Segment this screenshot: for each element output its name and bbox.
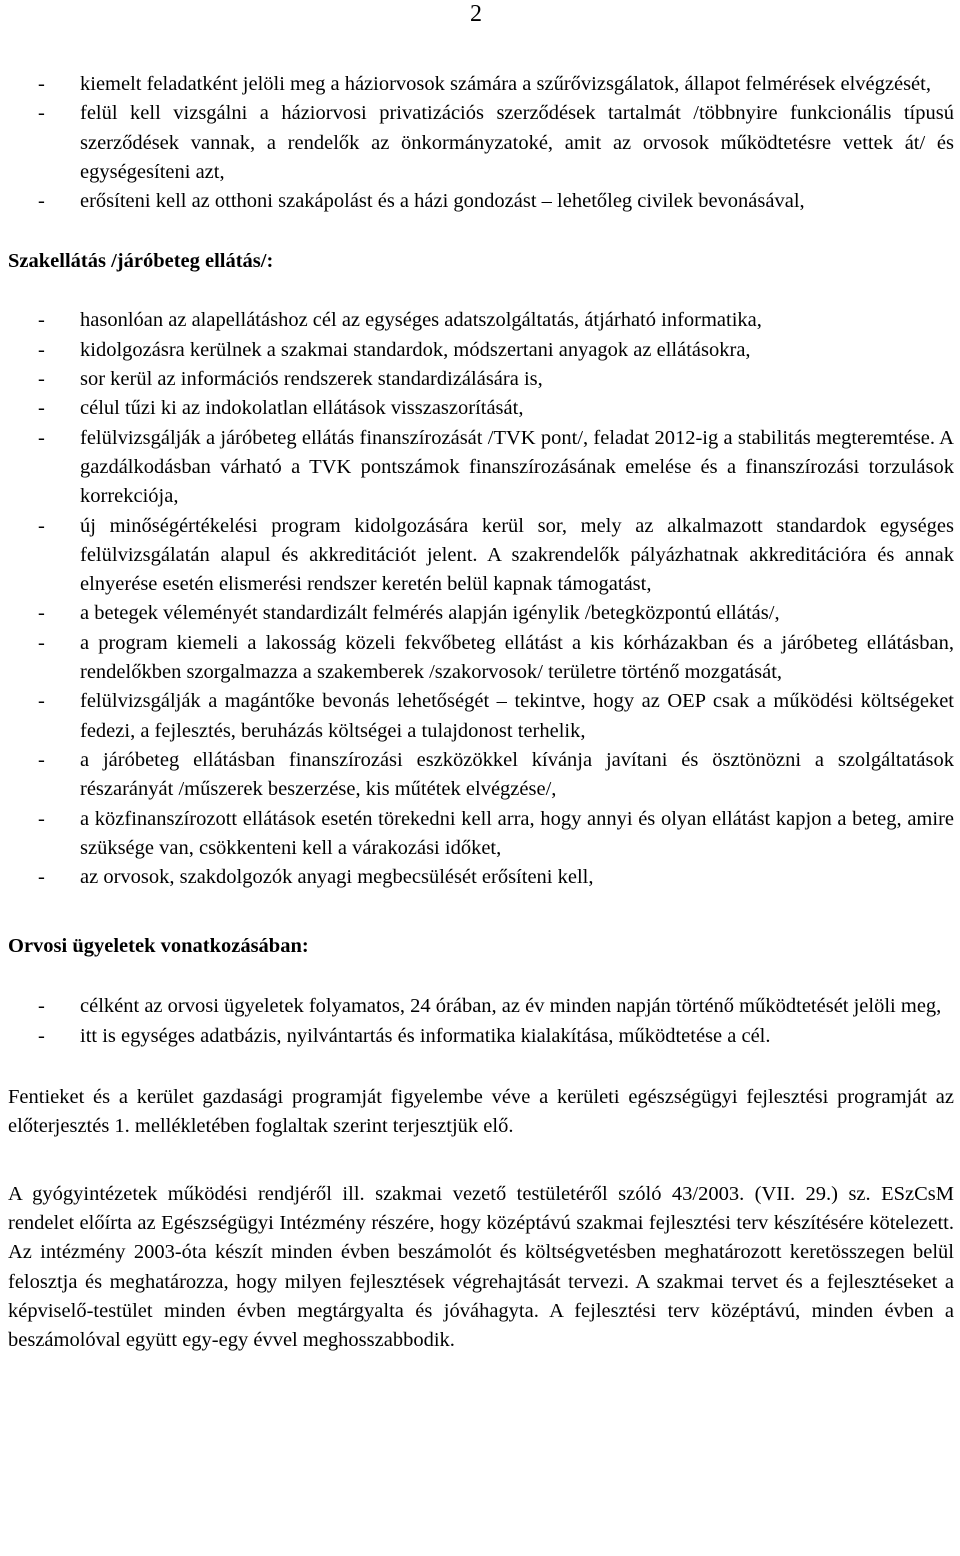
- paragraph-program: Fentieket és a kerület gazdasági programját figyelembe véve a kerületi egészségügyi fejlesztési programját az előterjesztés 1. mellékletében foglaltak szerint terjesztjük elő.: [8, 1086, 954, 1138]
- list-item: - célul tűzi ki az indokolatlan ellátások visszaszorítását,: [8, 394, 954, 423]
- list-item: - a járóbeteg ellátásban finanszírozási eszközökkel kívánja javítani és ösztönözni a szolgáltatások részarányát /műszerek beszerzése, kis műtétek elvégzése/,: [8, 746, 954, 805]
- list-item: - felülvizsgálják a magántőke bevonás lehetőségét – tekintve, hogy az OEP csak a működési költségeket fedezi, a fejlesztés, beruházás költségei a tulajdonost terhelik,: [8, 687, 954, 746]
- list-item: - hasonlóan az alapellátáshoz cél az egységes adatszolgáltatás, átjárható informatika,: [8, 306, 954, 335]
- list-item: - kidolgozásra kerülnek a szakmai standardok, módszertani anyagok az ellátásokra,: [8, 336, 954, 365]
- list-item: - az orvosok, szakdolgozók anyagi megbecsülését erősíteni kell,: [8, 863, 954, 892]
- list-item: - sor kerül az információs rendszerek standardizálására is,: [8, 365, 954, 394]
- list-item: - új minőségértékelési program kidolgozására kerül sor, mely az alkalmazott standardok egységes felülvizsgálatán alapul és akkreditációt jelent. A szakrendelők pályázhatnak akkreditációra és annak elnyerése esetén elismerési rendszer keretén belül kapnak támogatást,: [8, 512, 954, 600]
- list-item: - itt is egységes adatbázis, nyilvántartás és informatika kialakítása, működtetése a cél.: [8, 1022, 954, 1051]
- page-number: 2: [470, 1, 482, 27]
- list-item: - célként az orvosi ügyeletek folyamatos, 24 órában, az év minden napján történő működtetését jelöli meg,: [8, 992, 954, 1021]
- list-item: - a program kiemeli a lakosság közeli fekvőbeteg ellátást a kis kórházakban és a járóbeteg ellátásban, rendelőkben szorgalmazza a szakemberek /szakorvosok/ területre történő mozgatását,: [8, 629, 954, 688]
- paragraph-regulation: A gyógyintézetek működési rendjéről ill. szakmai vezető testületéről szóló 43/2003. (VII. 29.) sz. ESzCsM rendelet előírta az Egészségügyi Intézmény részére, hogy középtávú szakmai fejlesztési terv készítésére kötelezett. Az intézmény 2003-óta készít minden évben beszámolót és költségvetésben meghatározott keretösszegen belül felosztja és meghatározza, hogy milyen fejlesztések végrehajtását tervezi. A szakmai tervet és a fejlesztéseket a képviselő-testület minden évben megtárgyalta és jóváhagyta. A fejlesztési terv középtávú, minden évben a beszámolóval együtt egy-egy évvel meghosszabbodik.: [8, 1182, 954, 1352]
- list-item: - felül kell vizsgálni a háziorvosi privatizációs szerződések tartalmát /többnyire funkcionális típusú szerződések vannak, a rendelők az önkormányzatoké, amit az orvosok működtetésre vettek át/ és egységesíteni azt,: [8, 99, 954, 187]
- primary-care-list: [8, 70, 954, 216]
- list-item: - a betegek véleményét standardizált felmérés alapján igénylik /betegközpontú ellátás/,: [8, 599, 954, 628]
- list-item: - a közfinanszírozott ellátások esetén törekedni kell arra, hogy annyi és olyan ellátást kapjon a beteg, amire szüksége van, csökkenteni kell a várakozási időket,: [8, 805, 954, 864]
- section-heading-specialist-care: Szakellátás /járóbeteg ellátás/:: [8, 250, 274, 273]
- list-item: - kiemelt feladatként jelöli meg a háziorvosok számára a szűrővizsgálatok, állapot felmérések elvégzését,: [8, 70, 954, 99]
- list-item: - felülvizsgálják a járóbeteg ellátás finanszírozását /TVK pont/, feladat 2012-ig a stabilitás megteremtése. A gazdálkodásban várható a TVK pontszámok finanszírozásának emelése és a finanszírozási torzulások korrekciója,: [8, 424, 954, 512]
- document-body: [8, 70, 954, 1355]
- medical-duty-list: [8, 992, 954, 1051]
- list-item: - erősíteni kell az otthoni szakápolást és a házi gondozást – lehetőleg civilek bevonásával,: [8, 187, 954, 216]
- section-heading-medical-duty: Orvosi ügyeletek vonatkozásában:: [8, 935, 309, 958]
- specialist-care-list: [8, 306, 954, 892]
